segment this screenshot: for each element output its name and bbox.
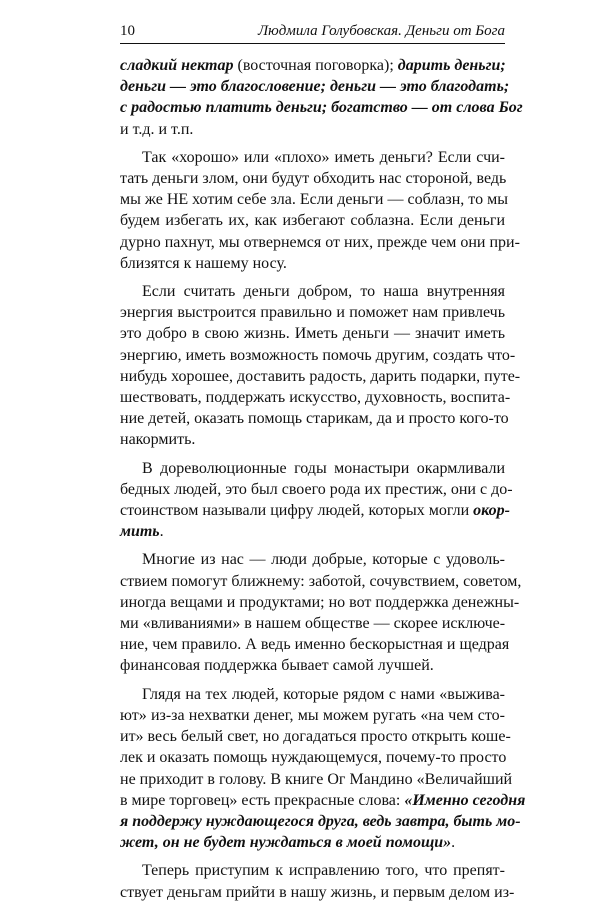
text-line: Многие из нас — люди добрые, которые с удоволь- [142, 551, 505, 569]
page-number: 10 [120, 23, 135, 39]
text-line: энергия выстроится правильно и поможет нам привлечь [120, 304, 505, 322]
text-line: шествовать, поддержать искусство, духовность, воспита- [120, 389, 511, 407]
text-line: лек и оказать помощь нуждающемуся, почему-то просто [120, 749, 507, 767]
text-line: ют» из-за нехватки денег, мы можем ругать «на чем сто- [120, 706, 505, 724]
text-line: финансовая поддержка бывает самой лучшей. [120, 657, 434, 675]
text-line: иногда вещами и продуктами; но вот поддержка денежны- [120, 593, 520, 611]
paragraph [120, 458, 513, 543]
text-line: ствует деньгам прийти в нашу жизнь, и первым делом из- [120, 883, 515, 901]
text-line: мы же НЕ хотим себе зла. Если деньги — соблазн, то мы [120, 191, 508, 209]
paragraph [120, 684, 526, 854]
text-line: я поддержу нуждающегося друга, ведь завтра, быть мо- [120, 812, 521, 830]
text-line: энергию, иметь возможность помочь другим, создать что- [120, 346, 516, 364]
text-line: В дореволюционные годы монастыри окармливали [142, 459, 505, 477]
text-line: стоинством называли цифру людей, которых могли окор- [120, 502, 510, 520]
paragraph [120, 860, 515, 902]
text-line: мить. [120, 523, 164, 541]
text-line: Теперь приступим к исправлению того, что препят- [142, 862, 505, 880]
text-line: Так «хорошо» или «плохо» иметь деньги? Если счи- [142, 148, 505, 166]
paragraph [120, 55, 523, 140]
paragraph [120, 281, 521, 451]
page-header [120, 22, 505, 44]
text-line: это добро в свою жизнь. Иметь деньги — значит иметь [120, 325, 505, 343]
text-line: бедных людей, это был своего рода их престиж, они с до- [120, 480, 513, 498]
text-line: в мире торговец» есть прекрасные слова: «Именно сегодня [120, 791, 526, 809]
text-line: ние детей, оказать помощь старикам, да и просто кого-то [120, 410, 509, 428]
body-text [120, 55, 526, 903]
text-line: не приходит в голову. В книге Ог Мандино «Величайший [120, 770, 513, 788]
text-line: Если считать деньги добром, то наша внутренняя [142, 283, 505, 301]
text-line: Глядя на тех людей, которые рядом с нами «выжива- [142, 685, 505, 703]
text-line: и т.д. и т.п. [120, 120, 194, 138]
text-line: деньги — это благословение; деньги — это благодать; [120, 78, 510, 96]
text-line: тать деньги злом, они будут обходить нас стороной, ведь [120, 170, 507, 188]
text-line: будем избегать их, как избегают соблазна. Если деньги [120, 212, 505, 230]
text-line: с радостью платить деньги; богатство — от слова Бог [120, 99, 523, 117]
paragraph [120, 147, 520, 274]
text-line: ми «вливаниями» в нашем обществе — скорее исключе- [120, 615, 506, 633]
text-line: накормить. [120, 431, 196, 449]
text-line: ствием помогут ближнему: заботой, сочувствием, советом, [120, 572, 522, 590]
running-title: Людмила Голубовская. Деньги от Бога [257, 23, 505, 39]
text-line: близятся к нашему носу. [120, 254, 287, 272]
text-line: дурно пахнут, мы отвернемся от них, прежде чем они при- [120, 233, 520, 251]
paragraph [120, 549, 522, 676]
text-line: ит» весь белый свет, но догадаться просто открыть коше- [120, 728, 511, 746]
text-line: нибудь хорошее, доставить радость, дарить подарки, путе- [120, 367, 521, 385]
text-line: сладкий нектар (восточная поговорка); дарить деньги; [120, 57, 506, 74]
text-line: ние, чем правило. А ведь именно бескорыстная и щедрая [120, 636, 510, 654]
text-line: жет, он не будет нуждаться в моей помощи». [120, 834, 456, 852]
